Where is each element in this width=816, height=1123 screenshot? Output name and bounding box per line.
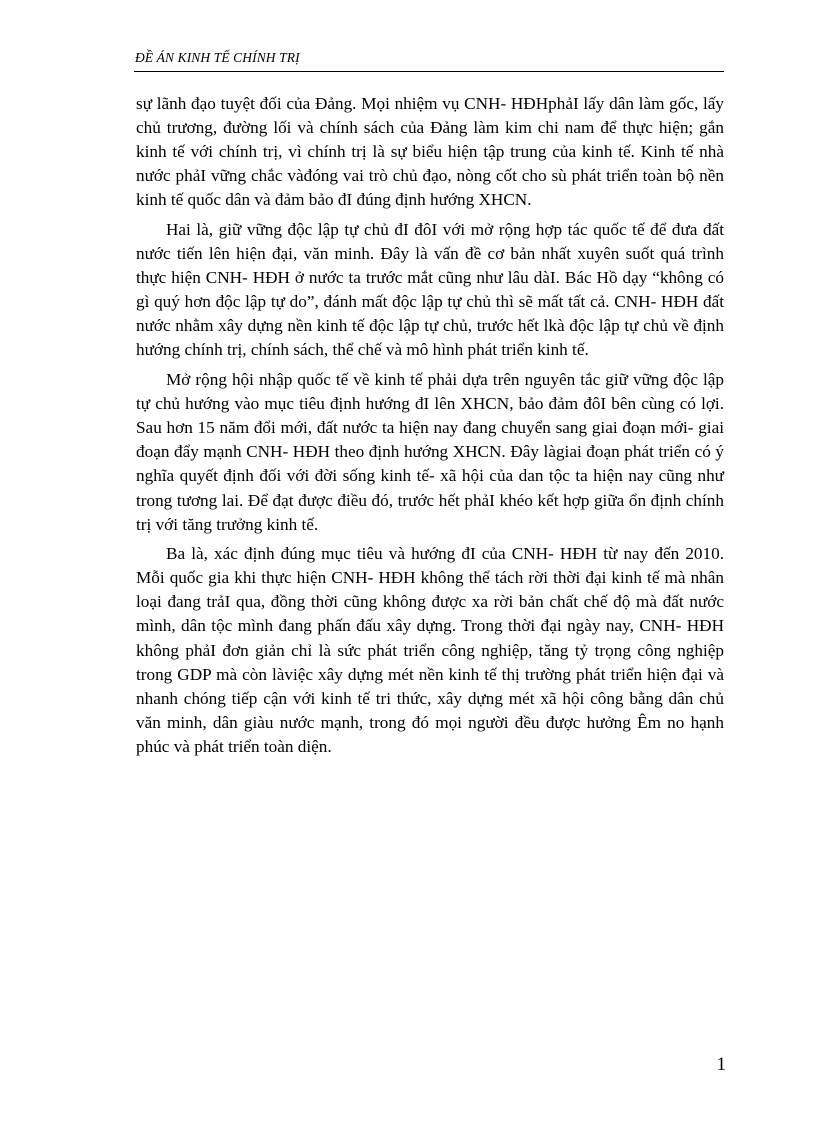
page-header [134, 49, 724, 72]
document-body [136, 92, 724, 765]
page-number: 1 [716, 1054, 726, 1075]
header-title: ĐỀ ÁN KINH TẾ CHÍNH TRỊ [135, 50, 300, 65]
paragraph-ba-la: Ba là, xác định đúng mục tiêu và hướng đI của CNH- HĐH từ nay đến 2010. Mỗi quốc gia khi thực hiện CNH- HĐH không thể tách rời thời đại kinh tế mà nhân loại đang trảI qua, đồng thời cũng không được xa rời bản chất chế độ mà đất nước mình, dân tộc mình đang phấn đấu xây dựng. Trong thời đại ngày nay, CNH- HĐH không phảI đơn giản chỉ là sức phát triển công nghiệp, tăng tỷ trọng công nghiệp trong GDP mà còn làviệc xây dựng mét nền kinh tế thị trường phát triển hiện đại và nhanh chóng tiếp cận với kinh tế tri thức, xây dựng mét xã hội công bằng dân chủ văn minh, dân giàu nước mạnh, trong đó mọi người đều được hưởng Êm no hạnh phúc và phát triển toàn diện. [136, 544, 724, 756]
paragraph-mo-rong: Mở rộng hội nhập quốc tế về kinh tế phải dựa trên nguyên tắc giữ vững độc lập tự chủ hướng vào mục tiêu định hướng đI lên XHCN, bảo đảm đôI bên cùng có lợi. Sau hơn 15 năm đổi mới, đất nước ta hiện nay đang chuyển sang giai đoạn mới- giai đoạn đẩy mạnh CNH- HĐH theo định hướng XHCN. Đây làgiai đoạn phát triển có ý nghĩa quyết định đối với đời sống kinh tế- xã hội của dan tộc ta hiện nay cũng như trong tương lai. Để đạt được điều đó, trước hết phảI khéo kết hợp giữa ổn định chính trị với tăng trưởng kinh tế. [136, 370, 724, 534]
paragraph-hai-la: Hai là, giữ vững độc lập tự chủ đI đôI với mở rộng hợp tác quốc tế để đưa đất nước tiến lên hiện đại, văn minh. Đây là vấn đề cơ bản nhất xuyên suốt quá trình thực hiện CNH- HĐH ở nước ta trước mắt cũng như lâu dàI. Bác Hồ dạy “không có gì quý hơn độc lập tự do”, đánh mất độc lập tự chủ thì sẽ mất tất cả. CNH- HĐH đất nước nhằm xây dựng nền kinh tế độc lập tự chủ, trước hết lkà độc lập tự chủ về định hướng chính trị, chính sách, thể chế và mô hình phát triển kinh tế. [136, 219, 724, 360]
paragraph-continuation: sự lãnh đạo tuyệt đối của Đảng. Mọi nhiệm vụ CNH- HĐHphảI lấy dân làm gốc, lấy chủ trương, đường lối và chính sách của Đảng làm kim chi nam để thực hiện; gắn kinh tế với chính trị, vì chính trị là sự biểu hiện tập trung của kinh tế. Kinh tế nhà nước phảI vững chắc vàđóng vai trò chủ đạo, nòng cốt cho sù phát triển toàn bộ nền kinh tế quốc dân và đảm bảo đI đúng định hướng XHCN. [136, 94, 724, 210]
